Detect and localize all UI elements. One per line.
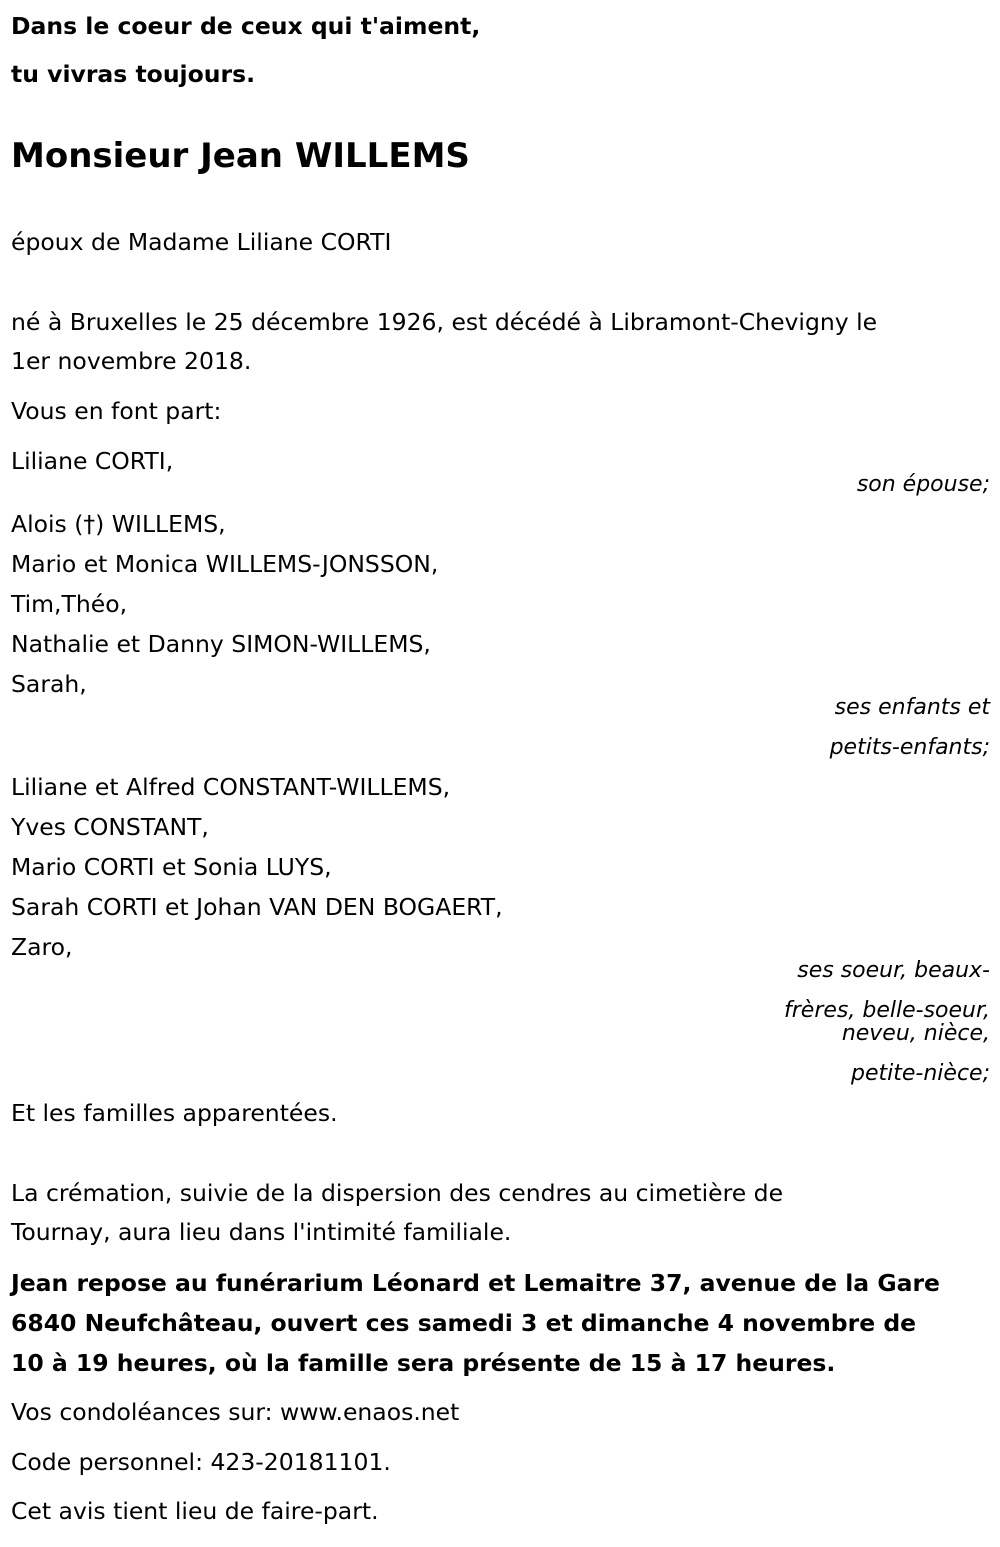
family-group-spouse [11, 441, 173, 481]
relation-children-line-1: ses enfants et [834, 695, 990, 720]
family-name: Liliane CORTI, [11, 447, 174, 475]
family-name: Liliane et Alfred CONSTANT-WILLEMS, [11, 773, 451, 801]
family-name: Alois (†) WILLEMS, [11, 510, 226, 538]
family-name: Nathalie et Danny SIMON-WILLEMS, [11, 630, 431, 658]
relation-siblings-line-3: neveu, nièce, [841, 1021, 990, 1046]
family-name: Sarah, [11, 670, 87, 698]
birth-death-line-2: 1er novembre 2018. [11, 347, 252, 375]
relation-spouse: son épouse; [856, 472, 990, 497]
family-name: Sarah CORTI et Johan VAN DEN BOGAERT, [11, 893, 503, 921]
family-name: Yves CONSTANT, [11, 813, 209, 841]
announcement-intro: Vous en font part: [11, 397, 222, 425]
family-name: Mario et Monica WILLEMS-JONSSON, [11, 550, 439, 578]
funeral-home-line-3: 10 à 19 heures, où la famille sera présente de 15 à 17 heures. [11, 1349, 836, 1377]
cremation-line-2: Tournay, aura lieu dans l'intimité familiale. [11, 1218, 512, 1246]
funeral-home-line-2: 6840 Neufchâteau, ouvert ces samedi 3 et dimanche 4 novembre de [11, 1309, 917, 1337]
funeral-home-line-1: Jean repose au funérarium Léonard et Lemaitre 37, avenue de la Gare [11, 1269, 940, 1297]
family-name: Tim,Théo, [11, 590, 128, 618]
spouse-line: époux de Madame Liliane CORTI [11, 228, 392, 256]
cremation-line-1: La crémation, suivie de la dispersion des cendres au cimetière de [11, 1179, 784, 1207]
condolences-line: Vos condoléances sur: www.enaos.net [11, 1398, 460, 1426]
relation-children-line-2: petits-enfants; [829, 735, 990, 760]
deceased-name: Monsieur Jean WILLEMS [11, 136, 470, 176]
families-line: Et les familles apparentées. [11, 1099, 338, 1127]
personal-code-line: Code personnel: 423-20181101. [11, 1448, 391, 1476]
epigraph-line-1: Dans le coeur de ceux qui t'aiment, [11, 12, 481, 40]
relation-siblings-line-2: frères, belle-soeur, [784, 998, 990, 1023]
family-name: Zaro, [11, 933, 73, 961]
relation-siblings-line-1: ses soeur, beaux- [797, 958, 990, 983]
family-group-siblings [11, 767, 503, 967]
notice-line: Cet avis tient lieu de faire-part. [11, 1497, 379, 1525]
epigraph-line-2: tu vivras toujours. [11, 60, 255, 88]
family-group-children [11, 504, 438, 704]
family-name: Mario CORTI et Sonia LUYS, [11, 853, 332, 881]
birth-death-line-1: né à Bruxelles le 25 décembre 1926, est décédé à Libramont-Chevigny le [11, 308, 878, 336]
relation-siblings-line-4: petite-nièce; [851, 1061, 990, 1086]
